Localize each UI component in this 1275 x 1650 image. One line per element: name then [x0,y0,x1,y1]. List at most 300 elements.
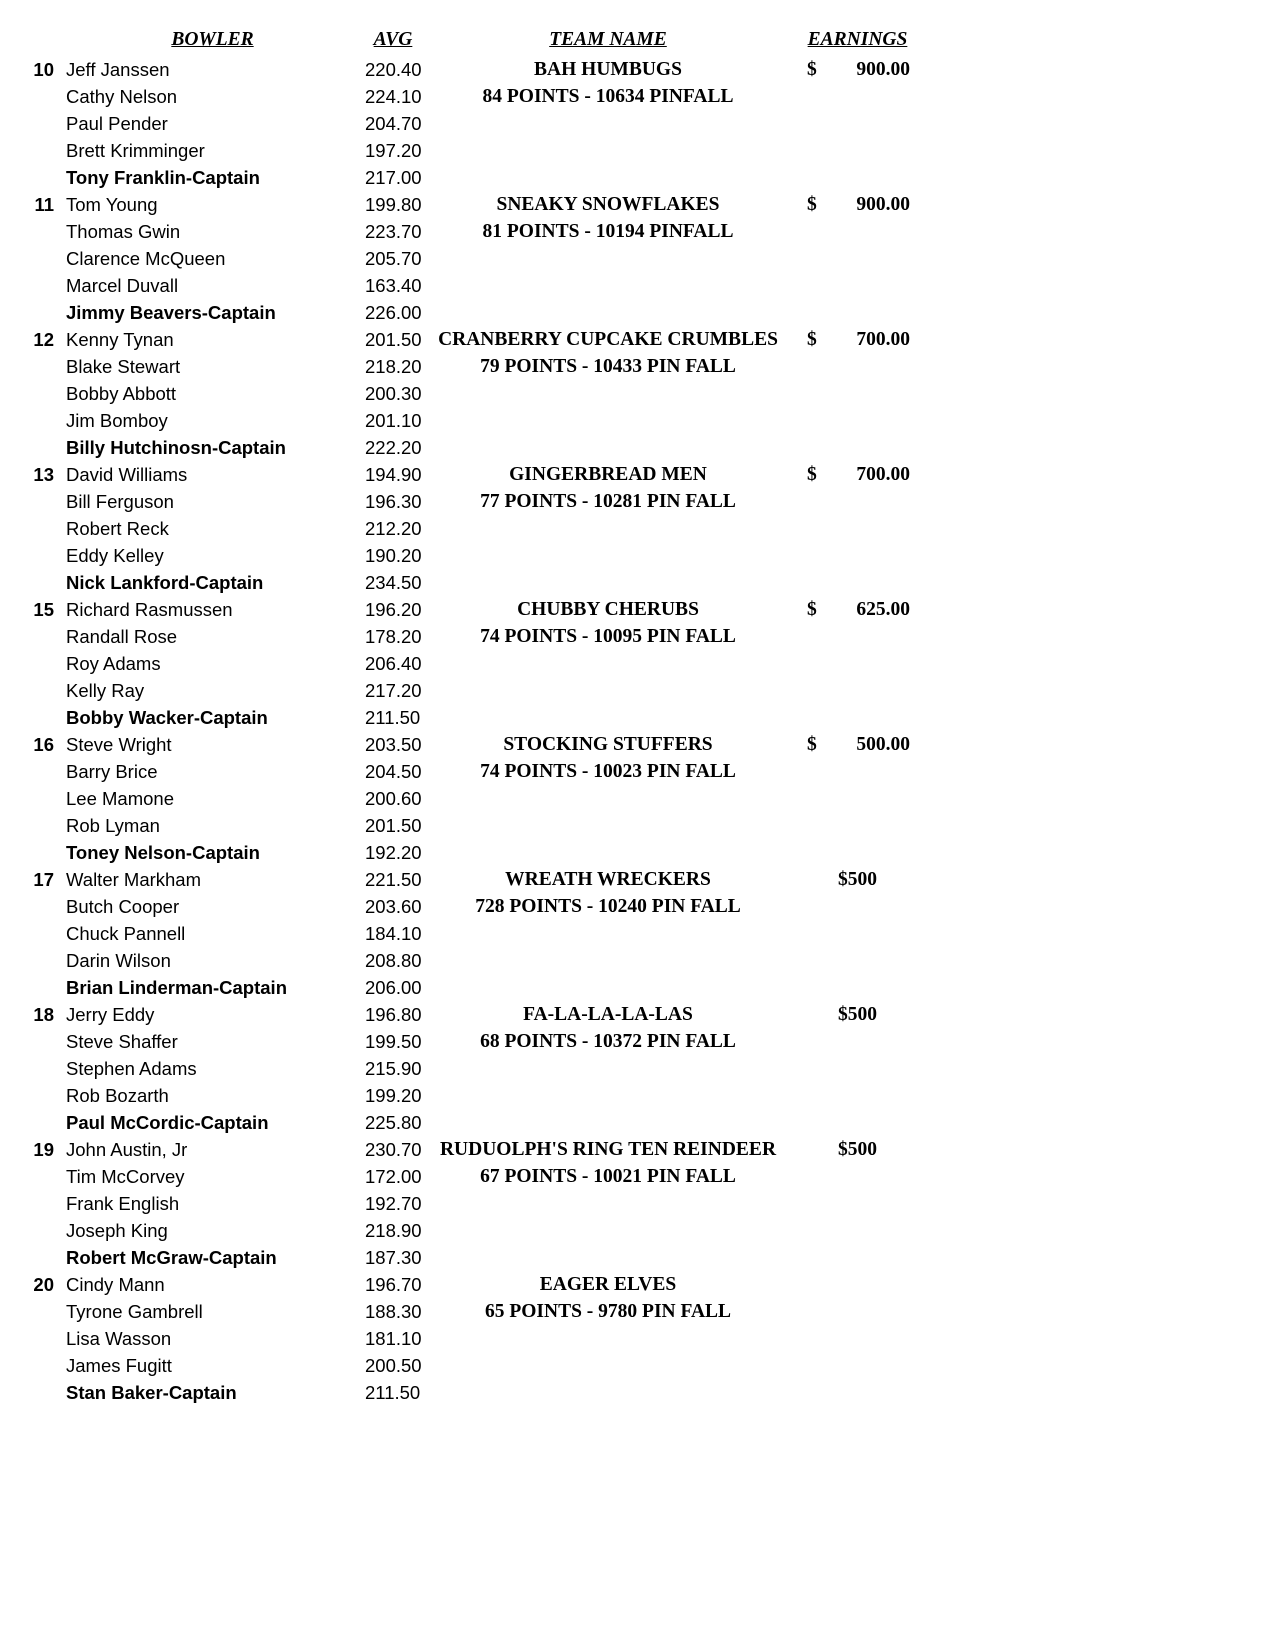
bowler-name: Tyrone Gambrell [66,1301,203,1322]
team-cell [421,1244,795,1271]
team-cell [421,542,795,569]
bowler-name: Walter Markham [66,869,202,890]
team-rank [30,974,60,1001]
team-rank: 19 [33,1139,54,1160]
team-cell [421,380,795,407]
bowler-avg: 226.00 [365,302,422,323]
team-cell [421,1379,795,1406]
bowler-avg: 206.40 [365,653,422,674]
bowler-avg: 218.90 [365,1220,422,1241]
bowler-name: Chuck Pannell [66,923,186,944]
earnings-cell [795,1352,920,1379]
team-rank [30,920,60,947]
bowler-name: Eddy Kelley [66,545,164,566]
team-cell [421,56,795,83]
earnings-cell [795,1298,920,1325]
team-rank [30,569,60,596]
team-rank [30,272,60,299]
team-name: FA-LA-LA-LA-LAS [523,1004,693,1025]
team-cell [421,1298,795,1325]
earnings-cell [795,1271,920,1298]
team-cell [421,353,795,380]
column-header-bowler: BOWLER [171,29,254,50]
team-cell [421,731,795,758]
bowler-avg: 192.20 [365,842,422,863]
earnings-cell [795,650,920,677]
earnings-cell [795,245,920,272]
team-rank [30,353,60,380]
earnings-dollar-sign: $ [807,464,817,485]
team-cell [421,218,795,245]
bowler-avg: 208.80 [365,950,422,971]
bowler-avg: 224.10 [365,86,422,107]
bowler-name: Roy Adams [66,653,161,674]
bowler-avg: 204.50 [365,761,422,782]
earnings-cell [795,1082,920,1109]
earnings-cell [795,326,920,353]
earnings-cell [795,164,920,191]
bowler-avg: 223.70 [365,221,422,242]
bowler-row [30,1136,1275,1163]
team-rank [30,218,60,245]
team-rank [30,83,60,110]
team-rank: 10 [33,59,54,80]
team-points-line: 79 POINTS - 10433 PIN FALL [480,356,736,377]
bowler-row [30,353,1275,380]
team-cell [421,1325,795,1352]
team-cell [421,326,795,353]
bowler-avg: 217.20 [365,680,422,701]
team-cell [421,758,795,785]
team-name: GINGERBREAD MEN [509,464,707,485]
team-cell [421,191,795,218]
bowler-name: Jim Bomboy [66,410,168,431]
team-rank [30,623,60,650]
bowler-row [30,56,1275,83]
earnings-cell [795,893,920,920]
team-rank [30,1190,60,1217]
team-name: SNEAKY SNOWFLAKES [496,194,720,215]
bowler-row [30,137,1275,164]
bowler-avg: 204.70 [365,113,422,134]
team-rank [30,785,60,812]
bowler-row [30,218,1275,245]
bowler-avg: 200.60 [365,788,422,809]
bowler-name: David Williams [66,464,188,485]
team-cell [421,1352,795,1379]
team-cell [421,164,795,191]
bowler-row [30,515,1275,542]
earnings-cell [795,1190,920,1217]
team-name: RUDUOLPH'S RING TEN REINDEER [439,1139,777,1160]
bowler-name: Bobby Wacker-Captain [66,707,268,728]
earnings-cell [795,83,920,110]
team-points-line: 74 POINTS - 10023 PIN FALL [480,761,736,782]
team-rank [30,1298,60,1325]
earnings-cell [795,920,920,947]
team-cell [421,1163,795,1190]
bowler-name: John Austin, Jr [66,1139,188,1160]
earnings-cell [795,1325,920,1352]
earnings-cell [795,1379,920,1406]
bowler-row [30,812,1275,839]
team-cell [421,785,795,812]
bowler-avg: 203.50 [365,734,422,755]
team-rank [30,1028,60,1055]
bowler-name: Joseph King [66,1220,168,1241]
bowler-avg: 196.70 [365,1274,422,1295]
team-rank [30,1325,60,1352]
bowler-row [30,1028,1275,1055]
team-cell [421,1028,795,1055]
team-cell [421,1136,795,1163]
earnings-cell [795,758,920,785]
bowler-avg: 178.20 [365,626,422,647]
bowler-row [30,488,1275,515]
bowler-name: Kenny Tynan [66,329,174,350]
bowler-name: Lisa Wasson [66,1328,172,1349]
earnings-cell [795,191,920,218]
bowler-name: Butch Cooper [66,896,180,917]
earnings-cell [795,812,920,839]
team-rank [30,299,60,326]
team-rank [30,812,60,839]
earnings-cell [795,1163,920,1190]
earnings-cell [795,1001,920,1028]
team-rank [30,542,60,569]
bowler-name: Rob Bozarth [66,1085,169,1106]
bowler-avg: 222.20 [365,437,422,458]
team-rank [30,407,60,434]
bowler-row [30,1244,1275,1271]
bowler-row [30,866,1275,893]
team-cell [421,974,795,1001]
bowler-row [30,407,1275,434]
column-header-team-name: TEAM NAME [549,29,667,50]
bowler-avg: 220.40 [365,59,422,80]
bowler-row [30,596,1275,623]
earnings-dollar-sign: $ [807,329,817,350]
team-cell [421,677,795,704]
bowler-row [30,677,1275,704]
bowler-row [30,245,1275,272]
team-points-line: 84 POINTS - 10634 PINFALL [482,86,734,107]
bowler-row [30,650,1275,677]
team-points-line: 77 POINTS - 10281 PIN FALL [480,491,736,512]
team-rank: 12 [33,329,54,350]
bowler-avg: 206.00 [365,977,422,998]
earnings-cell [795,1244,920,1271]
bowler-name: Blake Stewart [66,356,181,377]
bowler-name: Steve Shaffer [66,1031,178,1052]
team-rank [30,1109,60,1136]
team-rank: 13 [33,464,54,485]
team-cell [421,920,795,947]
bowler-row [30,569,1275,596]
bowler-row [30,1325,1275,1352]
bowler-avg: 218.20 [365,356,422,377]
earnings-amount: 700.00 [856,464,910,485]
team-cell [421,1055,795,1082]
bowler-name: Stephen Adams [66,1058,197,1079]
bowler-row [30,785,1275,812]
bowler-name: Bill Ferguson [66,491,174,512]
team-rank [30,1055,60,1082]
bowler-row [30,1190,1275,1217]
bowler-name: Paul Pender [66,113,168,134]
earnings-cell [795,947,920,974]
bowler-avg: 163.40 [365,275,422,296]
earnings-cell [795,488,920,515]
bowler-name: Darin Wilson [66,950,171,971]
team-cell [421,893,795,920]
bowler-avg: 172.00 [365,1166,422,1187]
earnings-cell [795,515,920,542]
team-rank [30,164,60,191]
team-rank [30,839,60,866]
earnings-cell [795,218,920,245]
bowler-avg: 215.90 [365,1058,422,1079]
bowler-name: Richard Rasmussen [66,599,233,620]
bowler-name: Jeff Janssen [66,59,170,80]
earnings-cell [795,542,920,569]
team-cell [421,1082,795,1109]
team-points-line: 68 POINTS - 10372 PIN FALL [480,1031,736,1052]
bowler-row [30,920,1275,947]
bowler-avg: 190.20 [365,545,422,566]
bowler-avg: 221.50 [365,869,422,890]
earnings-cell [795,110,920,137]
bowler-avg: 199.50 [365,1031,422,1052]
earnings-dollar-sign: $ [807,599,817,620]
earnings-cell [795,56,920,83]
bowler-name: Frank English [66,1193,180,1214]
earnings-cell [795,1109,920,1136]
team-rank [30,380,60,407]
bowler-name: Stan Baker-Captain [66,1382,237,1403]
team-points-line: 81 POINTS - 10194 PINFALL [482,221,734,242]
earnings-cell [795,299,920,326]
team-rank [30,1163,60,1190]
team-points-line: 74 POINTS - 10095 PIN FALL [480,626,736,647]
bowler-avg: 188.30 [365,1301,422,1322]
bowler-name: Jimmy Beavers-Captain [66,302,276,323]
team-cell [421,110,795,137]
team-cell [421,272,795,299]
bowler-avg: 187.30 [365,1247,422,1268]
bowler-row [30,758,1275,785]
earnings-cell [795,596,920,623]
bowler-row [30,542,1275,569]
bowler-avg: 196.30 [365,491,422,512]
bowler-row [30,1109,1275,1136]
bowler-row [30,434,1275,461]
bowler-row [30,893,1275,920]
team-rank [30,137,60,164]
earnings-cell [795,137,920,164]
team-cell [421,1109,795,1136]
bowler-row [30,1352,1275,1379]
bowler-avg: 181.10 [365,1328,422,1349]
bowler-row [30,164,1275,191]
bowler-name: Tony Franklin-Captain [66,167,260,188]
earnings-amount: $500 [838,1139,877,1160]
team-rank [30,758,60,785]
team-name: WREATH WRECKERS [505,869,711,890]
earnings-amount: 700.00 [856,329,910,350]
team-rank [30,650,60,677]
bowler-name: James Fugitt [66,1355,172,1376]
bowler-avg: 184.10 [365,923,422,944]
bowler-row [30,299,1275,326]
team-cell [421,704,795,731]
team-cell [421,839,795,866]
team-cell [421,866,795,893]
bowler-row [30,272,1275,299]
bowler-avg: 203.60 [365,896,422,917]
bowler-row [30,110,1275,137]
earnings-cell [795,434,920,461]
earnings-cell [795,731,920,758]
earnings-cell [795,569,920,596]
earnings-cell [795,1136,920,1163]
bowler-row [30,947,1275,974]
team-name: STOCKING STUFFERS [503,734,713,755]
team-name: BAH HUMBUGS [534,59,682,80]
team-cell [421,1271,795,1298]
bowler-name: Billy Hutchinosn-Captain [66,437,286,458]
team-cell [421,1190,795,1217]
team-rank: 17 [33,869,54,890]
team-rank [30,1244,60,1271]
team-cell [421,812,795,839]
bowler-name: Kelly Ray [66,680,145,701]
bowler-row [30,1217,1275,1244]
earnings-dollar-sign: $ [807,59,817,80]
bowler-avg: 201.10 [365,410,422,431]
team-rank [30,1352,60,1379]
bowler-avg: 201.50 [365,815,422,836]
earnings-cell [795,785,920,812]
bowler-row [30,83,1275,110]
earnings-dollar-sign: $ [807,194,817,215]
team-cell [421,1217,795,1244]
bowler-name: Jerry Eddy [66,1004,155,1025]
bowler-row [30,326,1275,353]
team-cell [421,488,795,515]
team-rank [30,1082,60,1109]
team-rank [30,677,60,704]
bowler-avg: 200.30 [365,383,422,404]
team-rank: 16 [33,734,54,755]
earnings-cell [795,272,920,299]
bowler-name: Paul McCordic-Captain [66,1112,269,1133]
bowler-name: Barry Brice [66,761,158,782]
column-header-avg: AVG [373,29,413,50]
earnings-cell [795,461,920,488]
team-points-line: 728 POINTS - 10240 PIN FALL [475,896,741,917]
earnings-cell [795,677,920,704]
earnings-dollar-sign: $ [807,734,817,755]
bowler-name: Clarence McQueen [66,248,226,269]
bowler-name: Toney Nelson-Captain [66,842,260,863]
bowler-avg: 199.80 [365,194,422,215]
bowler-name: Marcel Duvall [66,275,179,296]
earnings-cell [795,623,920,650]
team-cell [421,1001,795,1028]
team-rank [30,245,60,272]
team-cell [421,434,795,461]
earnings-cell [795,704,920,731]
bowler-name: Robert McGraw-Captain [66,1247,277,1268]
team-rank [30,1217,60,1244]
bowler-row [30,461,1275,488]
bowler-row [30,623,1275,650]
bowler-row [30,1001,1275,1028]
team-rank [30,515,60,542]
team-points-line: 67 POINTS - 10021 PIN FALL [480,1166,736,1187]
team-cell [421,461,795,488]
team-cell [421,299,795,326]
bowler-avg: 196.80 [365,1004,422,1025]
bowler-name: Nick Lankford-Captain [66,572,264,593]
team-cell [421,245,795,272]
bowler-avg: 200.50 [365,1355,422,1376]
bowler-avg: 197.20 [365,140,422,161]
earnings-cell [795,1217,920,1244]
bowler-row [30,704,1275,731]
bowler-row [30,1298,1275,1325]
bowler-avg: 196.20 [365,599,422,620]
bowler-name: Bobby Abbott [66,383,177,404]
team-rank [30,947,60,974]
team-rank: 11 [34,194,54,215]
earnings-amount: $500 [838,1004,877,1025]
team-rank [30,704,60,731]
earnings-cell [795,407,920,434]
bowler-row [30,191,1275,218]
team-rank: 20 [33,1274,54,1295]
bowler-avg: 234.50 [365,572,422,593]
team-cell [421,407,795,434]
bowler-row [30,1055,1275,1082]
bowler-avg: 230.70 [365,1139,422,1160]
bowler-avg: 211.50 [365,1382,421,1403]
bowler-row [30,380,1275,407]
bowler-name: Tom Young [66,194,158,215]
earnings-cell [795,974,920,1001]
bowler-row [30,1271,1275,1298]
bowler-row [30,1379,1275,1406]
team-rank [30,893,60,920]
column-header-earnings: EARNINGS [807,29,908,50]
bowler-avg: 205.70 [365,248,422,269]
earnings-cell [795,353,920,380]
earnings-cell [795,1028,920,1055]
column-header-row [30,24,1275,56]
team-name: CRANBERRY CUPCAKE CRUMBLES [438,329,778,350]
bowler-avg: 211.50 [365,707,421,728]
team-rank: 18 [33,1004,54,1025]
team-cell [421,623,795,650]
bowler-row [30,1082,1275,1109]
earnings-amount: 900.00 [856,59,910,80]
earnings-cell [795,380,920,407]
team-cell [421,650,795,677]
bowler-name: Cathy Nelson [66,86,178,107]
bowler-name: Tim McCorvey [66,1166,185,1187]
bowler-row [30,839,1275,866]
